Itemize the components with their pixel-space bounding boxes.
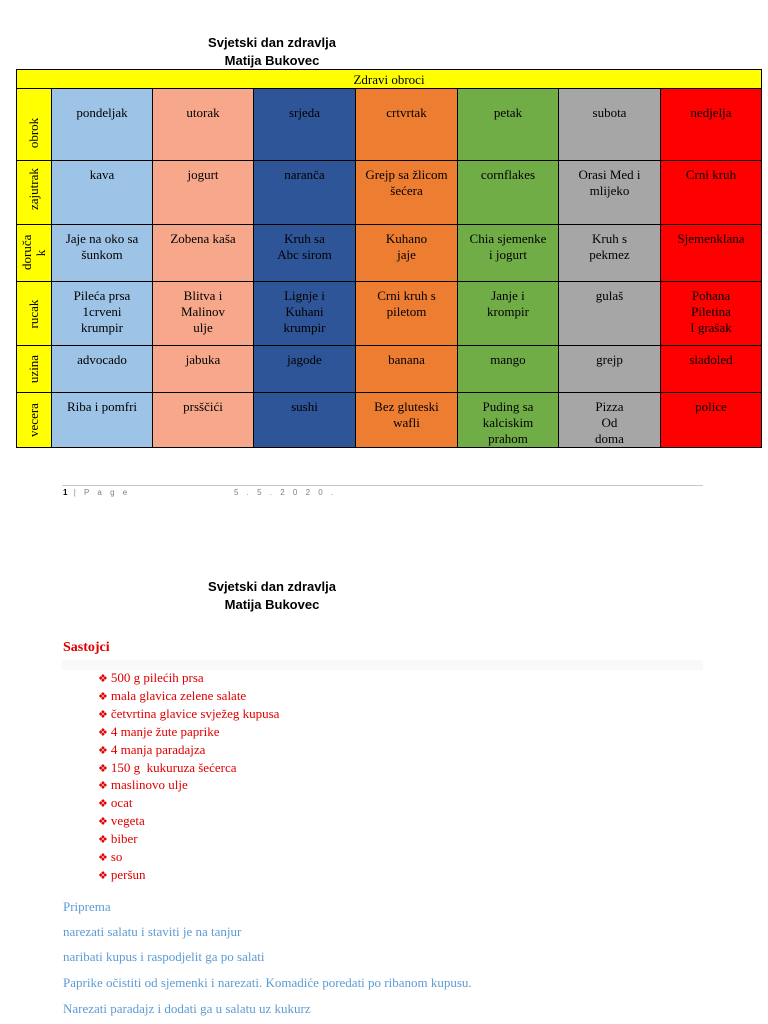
meal-cell: Blitva i Malinov ulje: [153, 282, 254, 346]
meal-cell: Crni kruh s piletom: [356, 282, 458, 346]
ingredient-text: maslinovo ulje: [110, 777, 188, 793]
row-label: vecera: [17, 393, 52, 448]
ingredient-text: 4 manje žute paprike: [110, 723, 220, 739]
ingredient-text: četvrtina glavice svježeg kupusa: [110, 705, 280, 721]
page2-heading-author: Matija Bukovec: [224, 597, 320, 612]
meal-cell: Sjemenklana: [661, 225, 762, 282]
meal-cell: Grejp sa žlicom šećera: [356, 161, 458, 225]
ingredient-text: 4 manja paradajza: [110, 741, 206, 757]
meal-cell: Pohana Piletina I grašak: [661, 282, 762, 346]
ingredient-text: 150 g kukuruza šećerca: [110, 759, 237, 775]
meal-cell: mango: [458, 346, 559, 393]
row-label: zajutrak: [17, 161, 52, 225]
footer-date: 5 . 5 . 2 0 2 0 .: [234, 488, 337, 497]
bullet-icon: ❖: [98, 744, 108, 757]
meal-cell: Jaje na oko sa šunkom: [52, 225, 153, 282]
preparation-step: Narezati paradajz i dodati ga u salatu uz kukurz: [63, 1001, 311, 1016]
day-header: petak: [458, 89, 559, 161]
meal-cell: Crni kruh: [661, 161, 762, 225]
page-footer: [63, 488, 130, 497]
ingredient-item: [98, 742, 279, 760]
ingredient-text: 500 g pilećih prsa: [110, 670, 204, 685]
meal-cell: jogurt: [153, 161, 254, 225]
meal-cell: kava: [52, 161, 153, 225]
ingredient-text: vegeta: [110, 813, 145, 829]
table-header-row: [17, 89, 762, 161]
table-title: Zdravi obroci: [17, 70, 762, 89]
day-header: srjeda: [254, 89, 356, 161]
bullet-icon: ❖: [98, 673, 108, 685]
ingredient-item: [98, 688, 279, 706]
ingredients-list: [98, 670, 279, 885]
bullet-icon: ❖: [98, 852, 108, 865]
table-row: [17, 282, 762, 346]
ingredient-text: ocat: [110, 795, 133, 811]
meal-cell: advocado: [52, 346, 153, 393]
row-label: doruča k: [17, 225, 52, 282]
ingredient-item: [98, 813, 279, 831]
bullet-icon: ❖: [98, 798, 108, 811]
page-number: 1: [63, 488, 69, 497]
row-label: uzina: [17, 346, 52, 393]
ingredient-text: peršun: [110, 866, 146, 882]
meal-cell: Puding sa kalciskim prahom: [458, 393, 559, 448]
page-label: | P a g e: [73, 488, 131, 497]
meal-cell: jabuka: [153, 346, 254, 393]
preparation-step: Paprike očistiti od sjemenki i narezati. Komadiće poredati po ribanom kupusu.: [63, 975, 472, 990]
meal-cell: sladoled: [661, 346, 762, 393]
meal-cell: sushi: [254, 393, 356, 448]
bullet-icon: ❖: [98, 780, 108, 793]
footer-divider: [62, 485, 703, 486]
meal-cell: banana: [356, 346, 458, 393]
meal-cell: jagode: [254, 346, 356, 393]
preparation-step: naribati kupus i raspodjelit ga po salati: [63, 949, 265, 964]
page2-heading: [150, 578, 394, 614]
meal-cell: Kruh sa Abc sirom: [254, 225, 356, 282]
meal-cell: prsščići: [153, 393, 254, 448]
meal-cell: Pizza Od doma: [559, 393, 661, 448]
meal-cell: gulaš: [559, 282, 661, 346]
ingredient-text: so: [110, 849, 123, 865]
bullet-icon: ❖: [98, 816, 108, 829]
ingredient-item: [98, 777, 279, 795]
ingredient-item: [98, 795, 279, 813]
bullet-icon: ❖: [98, 762, 108, 775]
page1-heading-author: Matija Bukovec: [224, 53, 320, 68]
table-row: [17, 393, 762, 448]
ingredient-item: [98, 760, 279, 778]
meal-cell: Kruh s pekmez: [559, 225, 661, 282]
meal-cell: Zobena kaša: [153, 225, 254, 282]
meal-cell: Lignje i Kuhani krumpir: [254, 282, 356, 346]
meal-cell: cornflakes: [458, 161, 559, 225]
meal-cell: naranča: [254, 161, 356, 225]
ingredient-text: mala glavica zelene salate: [110, 687, 247, 703]
ingredient-item: [98, 670, 279, 688]
day-header: utorak: [153, 89, 254, 161]
bullet-icon: ❖: [98, 869, 108, 882]
table-row: [17, 161, 762, 225]
day-header: nedjelja: [661, 89, 762, 161]
page2-heading-title: Svjetski dan zdravlja: [208, 579, 336, 594]
meal-plan-table: [16, 69, 762, 448]
ingredients-list-shading: [62, 660, 703, 670]
meal-cell: grejp: [559, 346, 661, 393]
ingredient-item: [98, 831, 279, 849]
ingredient-item: [98, 849, 279, 867]
page1-heading: [150, 34, 394, 70]
bullet-icon: ❖: [98, 834, 108, 847]
day-header: subota: [559, 89, 661, 161]
preparation-step: narezati salatu i staviti je na tanjur: [63, 924, 242, 939]
preparation-title: Priprema: [63, 899, 111, 914]
day-header: pondeljak: [52, 89, 153, 161]
table-row: [17, 346, 762, 393]
meal-cell: Riba i pomfri: [52, 393, 153, 448]
meal-cell: police: [661, 393, 762, 448]
ingredient-item: [98, 724, 279, 742]
table-row: [17, 225, 762, 282]
ingredient-item: [98, 867, 279, 885]
meal-cell: Bez gluteski wafli: [356, 393, 458, 448]
meal-cell: Chia sjemenke i jogurt: [458, 225, 559, 282]
ingredients-title: Sastojci: [63, 640, 110, 655]
row-label: rucak: [17, 282, 52, 346]
meal-cell: Pileća prsa 1crveni krumpir: [52, 282, 153, 346]
bullet-icon: ❖: [98, 726, 108, 739]
ingredient-item: [98, 706, 279, 724]
page1-heading-title: Svjetski dan zdravlja: [208, 35, 336, 50]
meal-cell: Orasi Med i mlijeko: [559, 161, 661, 225]
ingredient-text: biber: [110, 831, 138, 847]
bullet-icon: ❖: [98, 690, 108, 703]
bullet-icon: ❖: [98, 708, 108, 721]
row-label-obrok: obrok: [17, 89, 52, 161]
meal-cell: Kuhano jaje: [356, 225, 458, 282]
day-header: crtvrtak: [356, 89, 458, 161]
meal-cell: Janje i krompir: [458, 282, 559, 346]
